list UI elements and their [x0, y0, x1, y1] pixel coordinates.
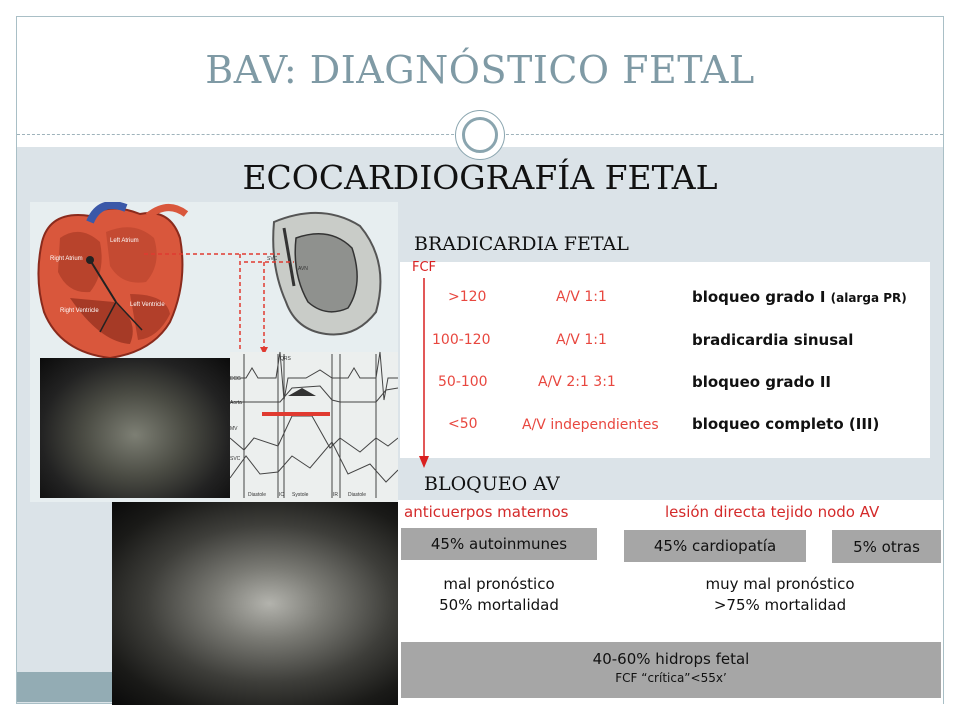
bloqueo-label: BLOQUEO AV	[424, 473, 560, 495]
phase-systole: Systole	[292, 492, 309, 498]
footer-accent-bar	[17, 672, 117, 702]
fcf-down-arrow	[418, 276, 438, 472]
row1-fcf: >120	[448, 289, 487, 305]
label-right-atrium: Right Atrium	[50, 256, 83, 262]
row3-av: A/V 2:1 3:1	[538, 374, 616, 390]
cause-anticuerpos: anticuerpos maternos	[404, 503, 569, 521]
phase-ir: IR	[333, 492, 338, 498]
row4-fcf: <50	[448, 416, 478, 432]
prognosis-left-line1: mal pronóstico	[443, 575, 555, 593]
row3-fcf: 50-100	[438, 374, 488, 390]
box-otras: 5% otras	[832, 530, 941, 563]
label-left-atrium: Left Atrium	[110, 238, 139, 244]
row1-diagnosis: bloqueo grado I (alarga PR)	[692, 288, 907, 306]
hidrops-line1: 40-60% hidrops fetal	[592, 650, 750, 668]
row1-av: A/V 1:1	[556, 289, 607, 305]
slide-subtitle: ECOCARDIOGRAFÍA FETAL	[242, 158, 718, 197]
trace-ecg: ECG	[230, 376, 241, 382]
phase-ic: IC	[279, 492, 284, 498]
slide-title: BAV: DIAGNÓSTICO FETAL	[205, 48, 755, 92]
row3-diagnosis: bloqueo grado II	[692, 373, 831, 391]
row2-fcf: 100-120	[432, 332, 491, 348]
label-right-ventricle: Right Ventricle	[60, 308, 99, 314]
label-avn: AVN	[298, 266, 308, 272]
prognosis-right-line2: >75% mortalidad	[713, 596, 847, 614]
row2-diagnosis: bradicardia sinusal	[692, 331, 854, 349]
prognosis-right-line1: muy mal pronóstico	[705, 575, 855, 593]
row4-diagnosis: bloqueo completo (III)	[692, 415, 880, 433]
box-autoinmunes: 45% autoinmunes	[401, 528, 597, 560]
phase-diastole-1: Diastole	[248, 492, 267, 498]
ultrasound-image-fetus	[112, 502, 398, 705]
ultrasound-image-heart	[40, 358, 230, 498]
divider-circle-ornament	[455, 110, 505, 160]
row1-note: (alarga PR)	[830, 291, 907, 305]
bradicardia-label: BRADICARDIA FETAL	[414, 233, 629, 255]
prognosis-left	[401, 574, 597, 616]
label-qrs: QRS	[280, 356, 291, 362]
trace-svc: SVC	[230, 456, 241, 462]
trace-aorta: Aorta	[230, 400, 242, 406]
trace-mv: MV	[230, 426, 238, 432]
bradicardia-table	[400, 262, 930, 458]
box-cardiopatia: 45% cardiopatía	[624, 530, 806, 562]
cause-lesion: lesión directa tejido nodo AV	[665, 503, 880, 521]
row4-av: A/V independientes	[522, 417, 659, 433]
hidrops-box	[401, 642, 941, 698]
label-svc: SVC	[267, 256, 278, 262]
prognosis-left-line2: 50% mortalidad	[439, 596, 559, 614]
fcf-axis-label: FCF	[412, 260, 437, 275]
prognosis-right	[660, 574, 900, 616]
row2-av: A/V 1:1	[556, 332, 607, 348]
label-left-ventricle: Left Ventricle	[130, 302, 165, 308]
phase-diastole-2: Diastole	[348, 492, 367, 498]
hidrops-line2: FCF “crítica”<55x’	[615, 671, 727, 685]
